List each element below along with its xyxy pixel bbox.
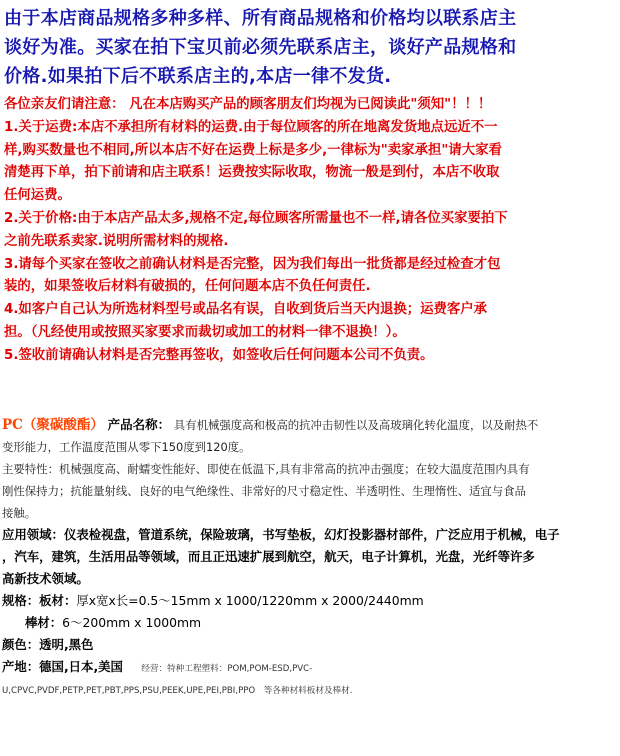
color-label: 颜色： xyxy=(2,637,40,652)
header-line: 价格.如果拍下后不联系店主的,本店一律不发货. xyxy=(4,66,392,87)
origin-value: 德国,日本,美国 xyxy=(39,659,123,674)
store-policy-header xyxy=(4,4,616,91)
rod-label: 棒材： xyxy=(25,615,63,630)
product-desc-cont: 变形能力，工作温度范围从零下150度到120度。 xyxy=(2,440,251,454)
product-name: PC（聚碳酸酯） xyxy=(2,417,104,433)
sheet-label: 板材： xyxy=(39,593,77,608)
sheet-value: 厚x宽x长=0.5～15mm x 1000/1220mm x 2000/2440mm xyxy=(76,593,424,608)
color-line xyxy=(2,634,616,656)
notice-line: 1.关于运费:本店不承担所有材料的运费.由于每位顾客的所在地离发货地点远近不一 xyxy=(4,119,498,135)
notice-line: 4.如客户自己认为所选材料型号或品名有误，自收到货后当天内退换；运费客户承 xyxy=(4,302,488,318)
spec-sheet-line xyxy=(2,590,616,612)
spec-label: 规格： xyxy=(2,593,40,608)
applications-line: 高新技术领域。 xyxy=(2,571,89,586)
notice-line: 装的，如果签收后材料有破损的，任何问题本店不负任何责任. xyxy=(4,279,371,295)
notice-line: 清楚再下单，拍下前请和店主联系！运费按实际收取，物流一般是到付，本店不收取 xyxy=(4,165,500,181)
product-description xyxy=(2,414,616,702)
color-value: 透明,黑色 xyxy=(39,637,94,652)
features-line: 主要特性：机械强度高、耐蠕变性能好、即使在低温下,具有非常高的抗冲击强度；在较大温度范围内具有 xyxy=(2,462,530,476)
notice-line: 样,购买数量也不相同,所以本店不好在运费上标是多少,一律标为"卖家承担"请大家看 xyxy=(4,142,502,158)
applications-line: 应用领域：仪表检视盘，管道系统，保险玻璃，书写垫板，幻灯投影器材部件，广泛应用于机械，电子 xyxy=(2,527,560,542)
notice-line: 2.关于价格:由于本店产品太多,规格不定,每位顾客所需量也不一样,请各位买家要拍下 xyxy=(4,210,508,226)
product-name-label: 产品名称： xyxy=(107,417,171,432)
header-line: 谈好为准。买家在拍下宝贝前必须先联系店主，谈好产品规格和 xyxy=(4,37,517,58)
applications-line: ，汽车，建筑，生活用品等领域，而且正迅速扩展到航空，航天，电子计算机，光盘，光纤等许多 xyxy=(2,549,535,564)
rod-value: 6～200mm x 1000mm xyxy=(62,615,202,630)
header-line: 由于本店商品规格多种多样、所有商品规格和价格均以联系店主 xyxy=(4,8,517,29)
features-line: 接触。 xyxy=(2,506,37,520)
notice-line: 任何运费。 xyxy=(4,188,71,204)
notice-line: 5.签收前请确认材料是否完整再签收，如签收后任何问题本公司不负责。 xyxy=(4,347,434,363)
product-name-line xyxy=(2,414,616,436)
features-line: 刚性保持力；抗能量射线、良好的电气绝缘性、非常好的尺寸稳定性、半透明性、生理惰性、适宜与食品 xyxy=(2,484,526,498)
notice-line: 担。（凡经使用或按照买家要求而裁切或加工的材料一律不退换！）。 xyxy=(4,324,406,340)
product-desc: 具有机械强度高和极高的抗冲击韧性以及高玻璃化转化温度，以及耐热不 xyxy=(173,418,539,432)
customer-notice xyxy=(4,94,616,368)
origin-label: 产地： xyxy=(2,659,40,674)
spec-rod-line xyxy=(2,612,616,634)
business-scope: 经营：特种工程塑料：POM,POM-ESD,PVC- xyxy=(141,664,313,674)
origin-line xyxy=(2,656,616,680)
notice-line: 各位亲友们请注意： 凡在本店购买产品的顾客朋友们均视为已阅读此"须知"！！！ xyxy=(4,97,492,112)
business-scope-cont: U,CPVC,PVDF,PETP,PET,PBT,PPS,PSU,PEEK,UPE,PEI,PBI,PPO 等各种材料板材及棒材. xyxy=(2,686,353,696)
notice-line: 3.请每个买家在签收之前确认材料是否完整，因为我们每出一批货都是经过检查才包 xyxy=(4,256,501,272)
notice-line: 之前先联系卖家.说明所需材料的规格. xyxy=(4,233,229,249)
